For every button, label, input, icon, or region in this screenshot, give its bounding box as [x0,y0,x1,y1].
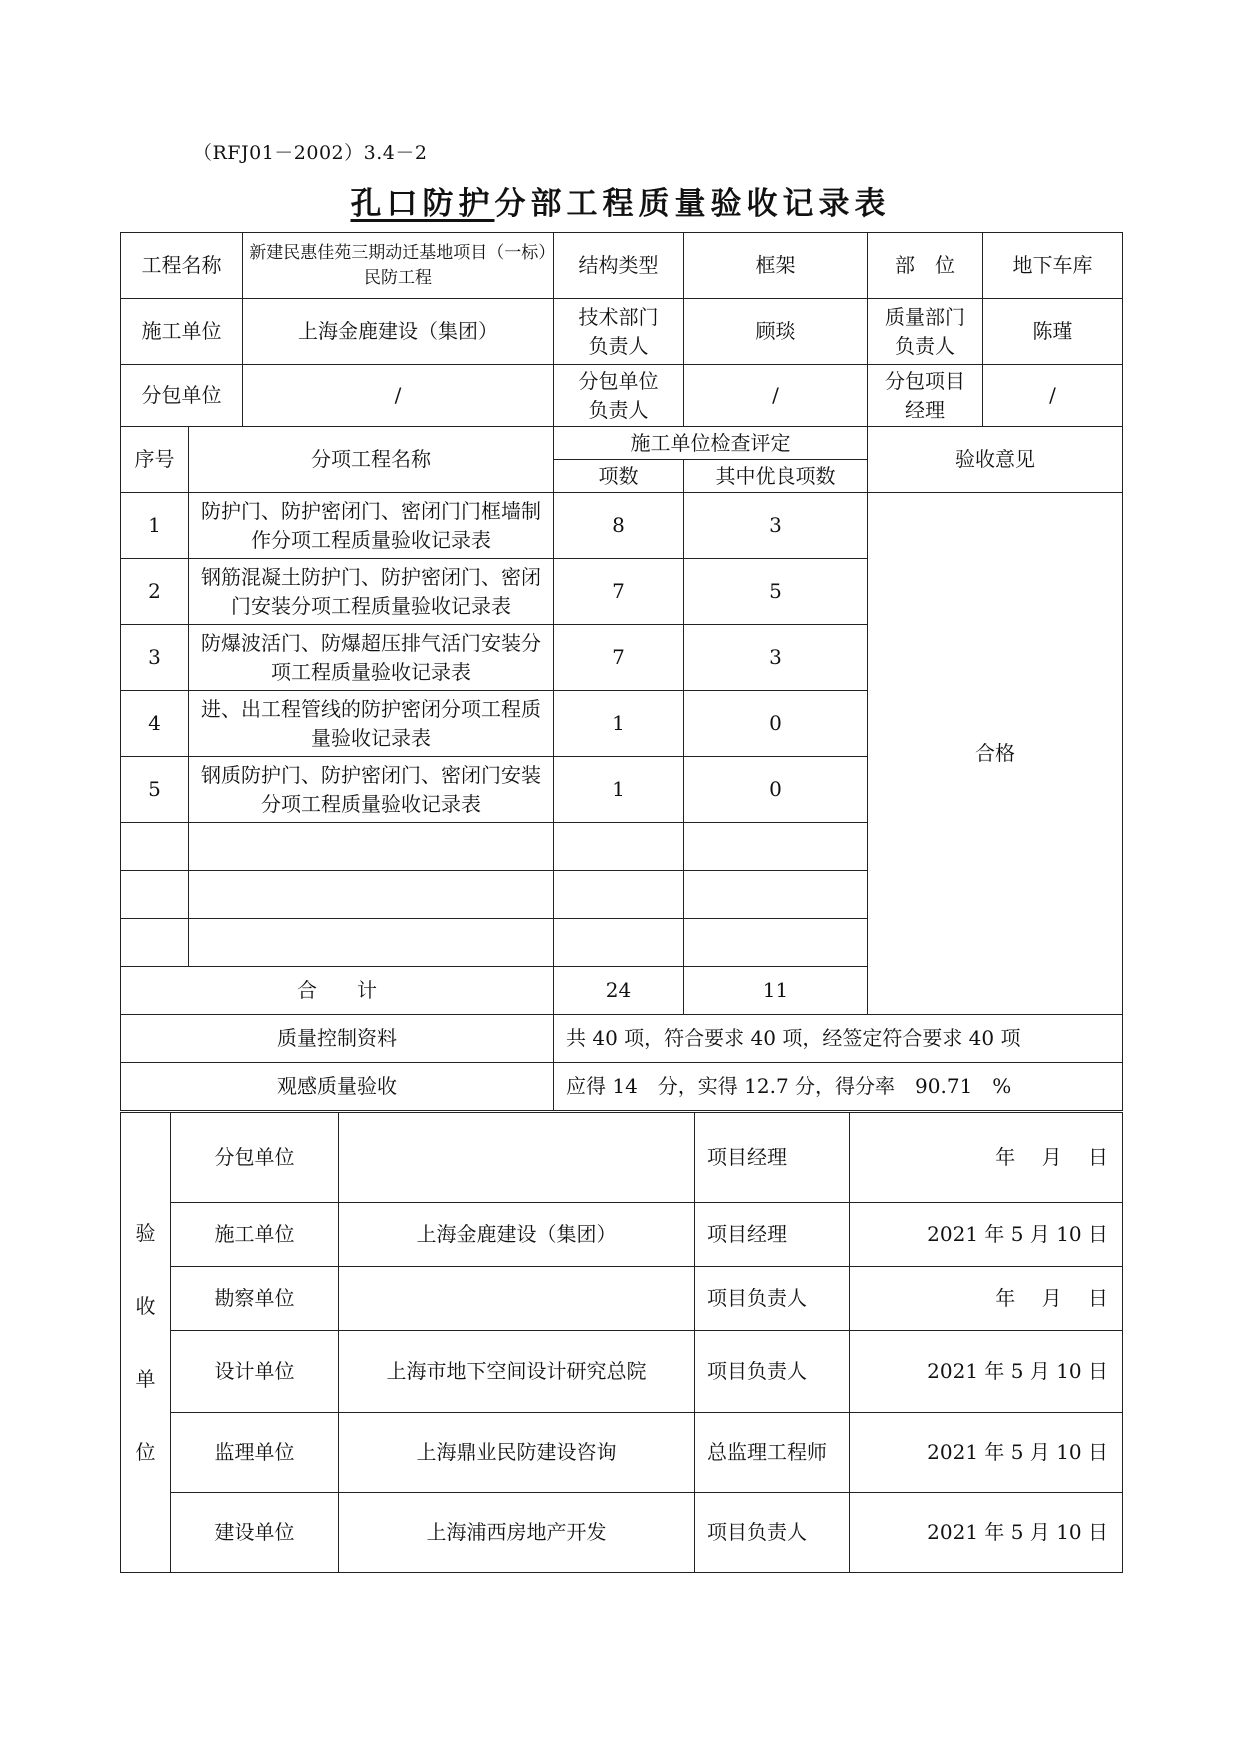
empty-cell [121,871,189,919]
seq-header: 序号 [121,427,189,493]
unit-role: 项目经理 [695,1203,850,1267]
sub-pm-label: 分包项目经理 [868,365,983,427]
project-name-value: 新建民惠佳苑三期动迁基地项目（一标）民防工程 [243,233,554,299]
row-count: 1 [554,691,684,757]
unit-type: 分包单位 [171,1113,339,1203]
subcontractor-value: / [243,365,554,427]
quality-control-value: 共 40 项，符合要求 40 项，经签定符合要求 40 项 [554,1015,1123,1063]
empty-cell [189,823,554,871]
opinion-header: 验收意见 [868,427,1123,493]
unit-type: 勘察单位 [171,1267,339,1331]
unit-type: 建设单位 [171,1493,339,1573]
quality-head-value: 陈瑾 [983,299,1123,365]
title-rest: 分部工程质量验收记录表 [494,186,891,222]
empty-cell [554,823,684,871]
row-seq: 4 [121,691,189,757]
row-good-count: 5 [684,559,868,625]
row-count: 7 [554,625,684,691]
check-group-header: 施工单位检查评定 [554,427,868,460]
acceptance-table [120,1112,1123,1573]
document-code: （RFJ01－2002）3.4－2 [193,142,428,164]
opinion-value: 合格 [868,493,1123,1015]
unit-name: 上海金鹿建设（集团） [339,1203,695,1267]
count-header: 项数 [554,460,684,493]
item-name-header: 分项工程名称 [189,427,554,493]
unit-name: 上海浦西房地产开发 [339,1493,695,1573]
empty-cell [684,823,868,871]
unit-role: 项目负责人 [695,1493,850,1573]
row-good-count: 3 [684,493,868,559]
unit-date: 2021 年 5 月 10 日 [850,1413,1123,1493]
row-item-name: 钢筋混凝土防护门、防护密闭门、密闭门安装分项工程质量验收记录表 [189,559,554,625]
row-item-name: 防护门、防护密闭门、密闭门门框墙制作分项工程质量验收记录表 [189,493,554,559]
row-item-name: 进、出工程管线的防护密闭分项工程质量验收记录表 [189,691,554,757]
unit-role: 项目负责人 [695,1267,850,1331]
row-good-count: 0 [684,757,868,823]
row-item-name: 防爆波活门、防爆超压排气活门安装分项工程质量验收记录表 [189,625,554,691]
unit-date: 年 月 日 [850,1113,1123,1203]
unit-name [339,1113,695,1203]
unit-type: 施工单位 [171,1203,339,1267]
row-seq: 2 [121,559,189,625]
vertical-char: 验 [135,1220,156,1245]
unit-name: 上海市地下空间设计研究总院 [339,1331,695,1413]
quality-control-label: 质量控制资料 [121,1015,554,1063]
row-seq: 5 [121,757,189,823]
empty-cell [684,919,868,967]
unit-type: 设计单位 [171,1331,339,1413]
unit-role: 项目负责人 [695,1331,850,1413]
appearance-label: 观感质量验收 [121,1063,554,1111]
table-row [121,493,1123,559]
contractor-label: 施工单位 [121,299,243,365]
sub-head-label: 分包单位负责人 [554,365,684,427]
empty-cell [554,871,684,919]
location-label: 部 位 [868,233,983,299]
row-good-count: 0 [684,691,868,757]
sub-head-value: / [684,365,868,427]
unit-date: 2021 年 5 月 10 日 [850,1493,1123,1573]
empty-cell [554,919,684,967]
row-count: 7 [554,559,684,625]
good-count-header: 其中优良项数 [684,460,868,493]
row-good-count: 3 [684,625,868,691]
row-count: 1 [554,757,684,823]
unit-role: 总监理工程师 [695,1413,850,1493]
total-good-count: 11 [684,967,868,1015]
appearance-value: 应得 14 分，实得 12.7 分，得分率 90.71 % [554,1063,1123,1111]
tech-head-label: 技术部门负责人 [554,299,684,365]
tech-head-value: 顾琰 [684,299,868,365]
empty-cell [189,871,554,919]
structure-type-label: 结构类型 [554,233,684,299]
unit-name [339,1267,695,1331]
location-value: 地下车库 [983,233,1123,299]
row-seq: 3 [121,625,189,691]
empty-cell [121,823,189,871]
unit-date: 年 月 日 [850,1267,1123,1331]
page-title [0,178,1241,223]
vertical-char: 位 [135,1439,156,1464]
structure-type-value: 框架 [684,233,868,299]
acceptance-vertical-label [121,1113,171,1573]
vertical-char: 单 [135,1366,156,1391]
empty-cell [121,919,189,967]
sub-pm-value: / [983,365,1123,427]
unit-name: 上海鼎业民防建设咨询 [339,1413,695,1493]
title-subject: 孔口防护 [350,186,495,222]
quality-head-label: 质量部门负责人 [868,299,983,365]
unit-date: 2021 年 5 月 10 日 [850,1331,1123,1413]
empty-cell [189,919,554,967]
unit-role: 项目经理 [695,1113,850,1203]
total-label: 合 计 [121,967,554,1015]
unit-date: 2021 年 5 月 10 日 [850,1203,1123,1267]
main-form-table [120,232,1123,1111]
empty-cell [684,871,868,919]
vertical-char: 收 [135,1293,156,1318]
row-count: 8 [554,493,684,559]
project-name-label: 工程名称 [121,233,243,299]
unit-type: 监理单位 [171,1413,339,1493]
row-item-name: 钢质防护门、防护密闭门、密闭门安装分项工程质量验收记录表 [189,757,554,823]
row-seq: 1 [121,493,189,559]
total-count: 24 [554,967,684,1015]
contractor-value: 上海金鹿建设（集团） [243,299,554,365]
subcontractor-label: 分包单位 [121,365,243,427]
